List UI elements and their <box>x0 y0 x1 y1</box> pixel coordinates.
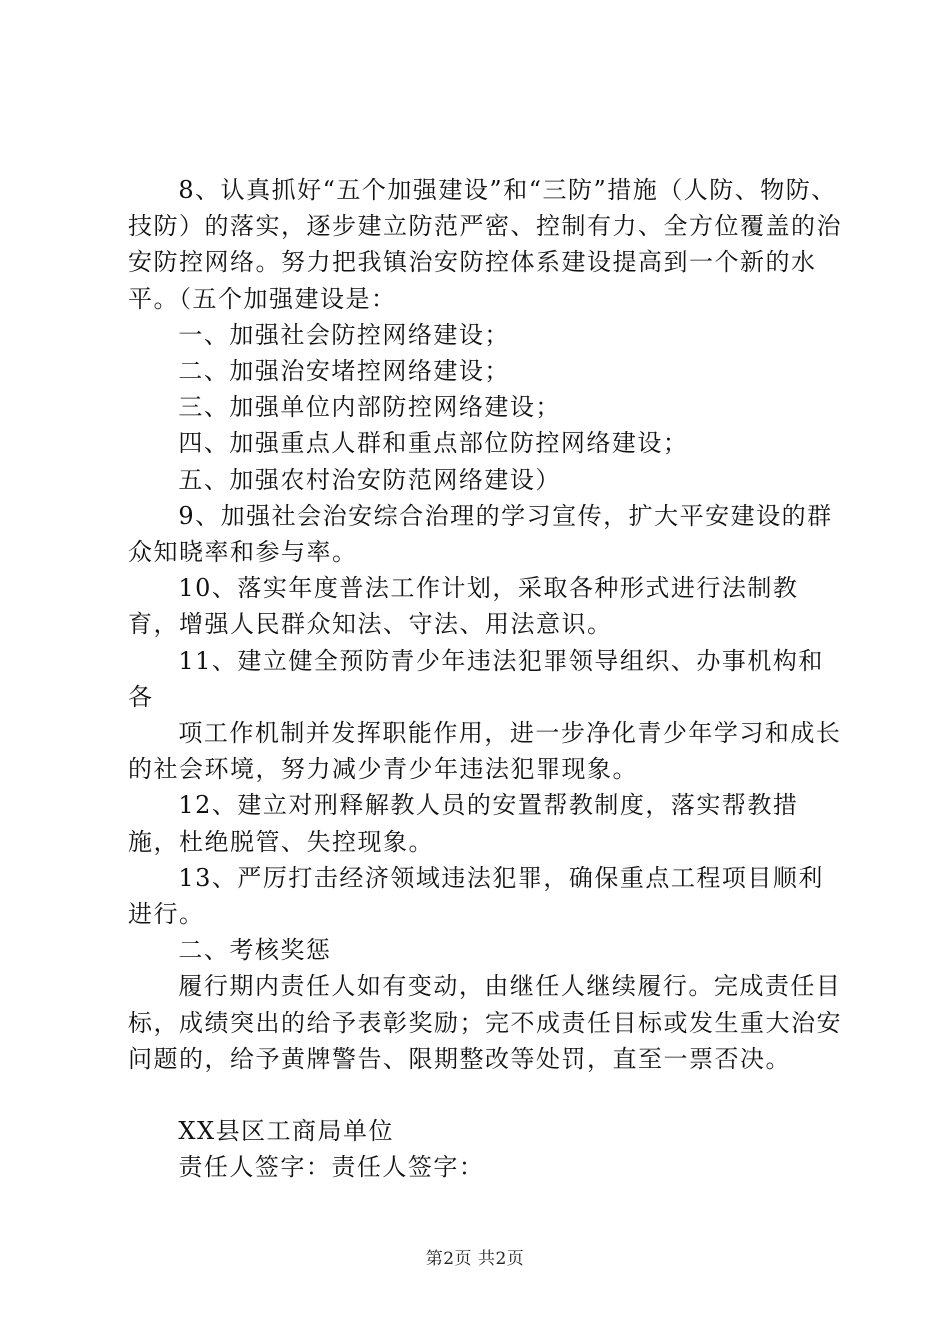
list-item-3: 三、加强单位内部防控网络建设； <box>178 393 561 422</box>
document-body <box>128 172 848 1185</box>
list-item-4: 四、加强重点人群和重点部位防控网络建设； <box>178 429 689 458</box>
paragraph-item-13: 13、严厉打击经济领域违法犯罪，确保重点工程项目顺利进行。 <box>128 863 824 929</box>
paragraph-item-9: 9、加强社会治安综合治理的学习宣传，扩大平安建设的群众知晓率和参与率。 <box>128 501 833 567</box>
section-heading: 二、考核奖惩 <box>178 936 332 965</box>
signature-signers: 责任人签字：责任人签字： <box>178 1153 485 1182</box>
paragraph-item-11: 11、建立健全预防青少年违法犯罪领导组织、办事机构和各 <box>128 646 824 711</box>
paragraph-item-10: 10、落实年度普法工作计划，采取各种形式进行法制教育，增强人民群众知法、守法、用法意识。 <box>128 574 799 639</box>
spacer <box>128 1077 848 1113</box>
list-item-5: 五、加强农村治安防范网络建设） <box>178 465 561 494</box>
paragraph-item-12: 12、建立对刑释解教人员的安置帮教制度，落实帮教措施，杜绝脱管、失控现象。 <box>128 791 799 856</box>
paragraph-item-8: 8、认真抓好“五个加强建设”和“三防”措施（人防、物防、技防）的落实，逐步建立防范严密、控制有力、全方位覆盖的治安防控网络。努力把我镇治安防控体系建设提高到一个新的水平。（五个加强建设是： <box>128 176 842 313</box>
signature-unit: XX县区工商局单位 <box>178 1117 395 1146</box>
page-footer: 第2页 共2页 <box>425 1249 525 1269</box>
list-item-1: 一、加强社会防控网络建设； <box>178 320 510 349</box>
paragraph-assessment: 履行期内责任人如有变动，由继任人继续履行。完成责任目标，成绩突出的给予表彰奖励；完不成责任目标或发生重大治安问题的，给予黄牌警告、限期整改等处罚，直至一票否决。 <box>128 972 842 1073</box>
paragraph-item-11-continued: 项工作机制并发挥职能作用，进一步净化青少年学习和成长的社会环境，努力减少青少年违法犯罪现象。 <box>128 719 842 784</box>
list-item-2: 二、加强治安堵控网络建设； <box>178 357 510 386</box>
